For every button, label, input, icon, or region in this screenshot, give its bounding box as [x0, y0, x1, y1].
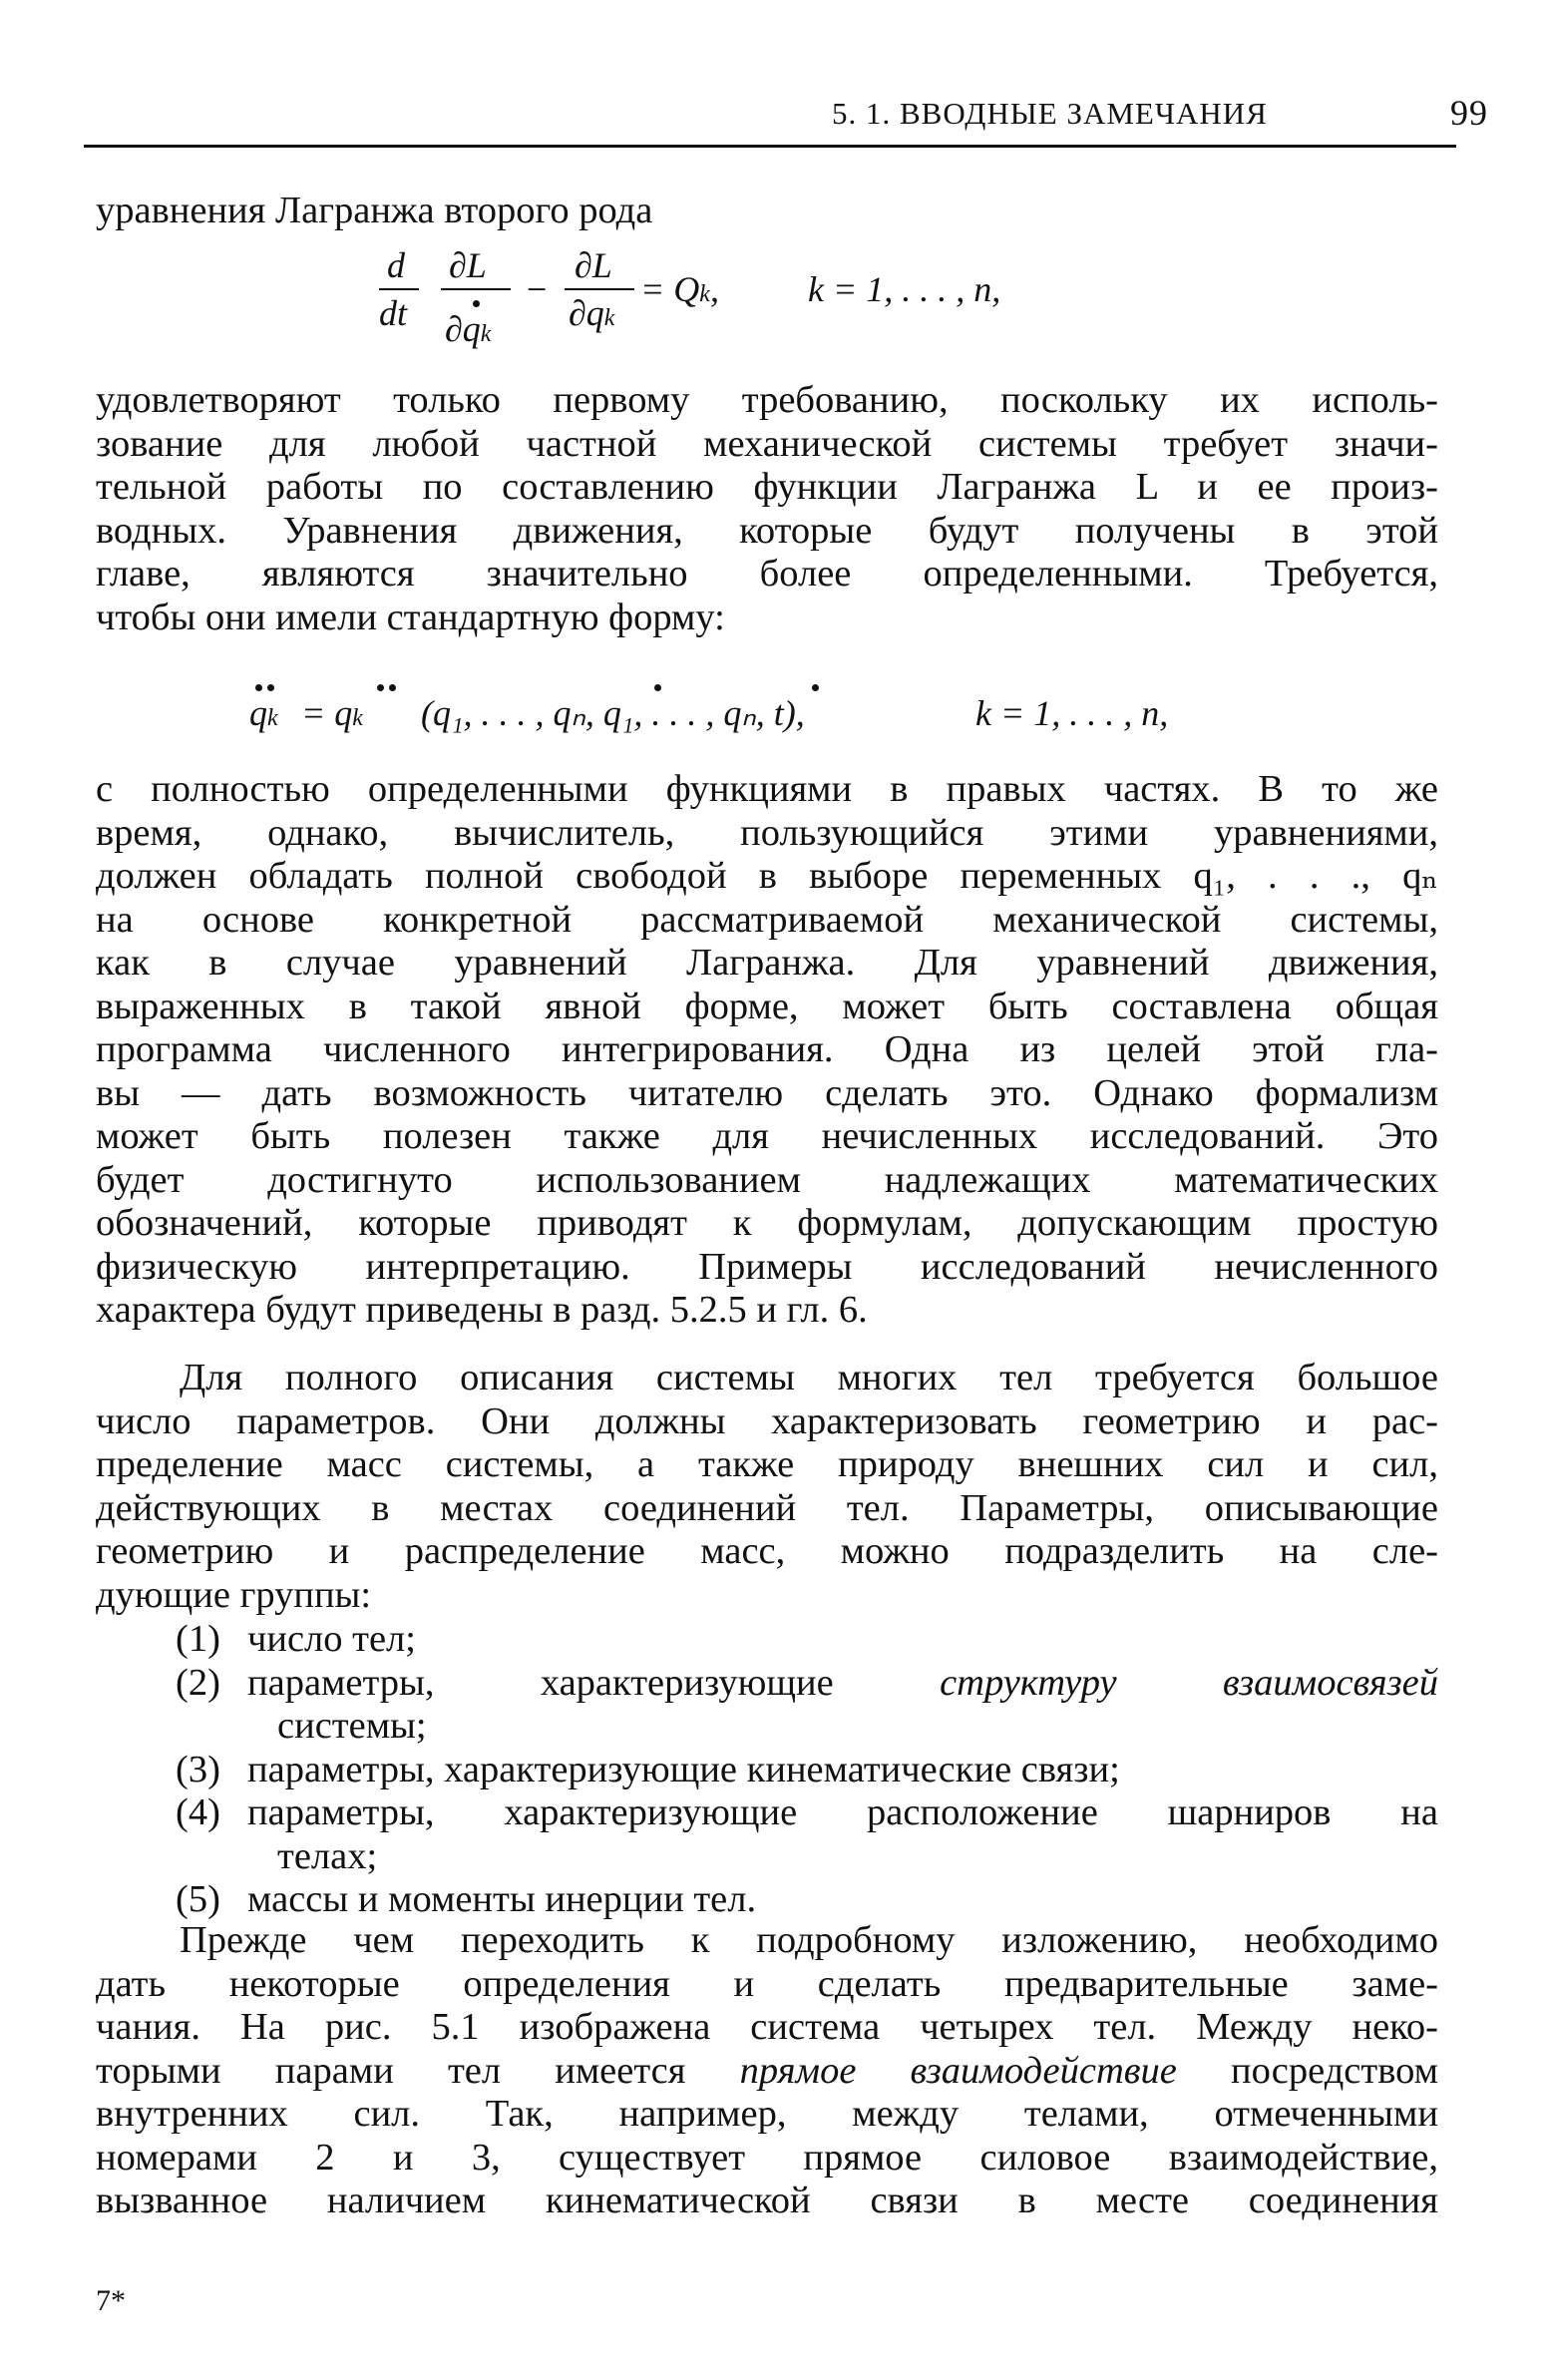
list-text-2-emphasis: структуру взаимосвязей: [940, 1661, 1438, 1704]
p3-line-5: геометрию и распределение масс, можно подразделить на сле-: [96, 1530, 1438, 1572]
header-rule: [84, 145, 1456, 148]
f1-frac-bar-3: [565, 288, 634, 290]
p2-line-4: на основе конкретной рассматриваемой механической системы,: [96, 898, 1438, 941]
p4-line-2: дать некоторые определения и сделать предварительные заме-: [96, 1962, 1438, 2005]
p2-line-6: выраженных в такой явной форме, может быть составлена общая: [96, 985, 1438, 1027]
f2-k-sub-1: k: [267, 705, 278, 731]
p1-line-4: водных. Уравнения движения, которые будут получены в этой: [96, 509, 1438, 552]
f1-k-sub-3: k: [699, 281, 710, 307]
p2-line-3: должен обладать полной свободой в выборе переменных q₁, . . ., qₙ: [96, 855, 1438, 897]
list-text-1: число тел;: [247, 1618, 416, 1660]
p1-line-1: удовлетворяют только первому требованию, поскольку их исполь-: [96, 379, 1438, 421]
page-header: [84, 88, 1488, 140]
f1-frac-bar-2: [441, 288, 511, 290]
p2-line-11: обозначений, которые приводят к формулам, допускающим простую: [96, 1202, 1438, 1244]
f1-dt: dt: [379, 293, 408, 333]
f2-range: k = 1, . . . , n,: [975, 693, 1169, 733]
f1-dqdot: ∂q: [445, 309, 481, 349]
list-num-1: (1): [176, 1618, 220, 1660]
list-text-4a: параметры, характеризующие расположение шарниров на: [247, 1791, 1438, 1833]
list-num-5: (5): [176, 1878, 220, 1920]
p3-line-4: действующих в местах соединений тел. Параметры, описывающие: [96, 1486, 1438, 1529]
p2-line-10: будет достигнуто использованием надлежащих математических: [96, 1158, 1438, 1201]
f2-ddot-2a: [377, 684, 384, 691]
f2-mid: = q: [301, 693, 353, 733]
f1-minus: −: [527, 269, 548, 309]
p4-line-7: вызванное наличием кинематической связи в месте соединения: [96, 2180, 1438, 2221]
f2-ddot-1b: [267, 684, 274, 691]
p3-line-1: Для полного описания системы многих тел требуется большое: [180, 1357, 1438, 1398]
f1-k-sub-1: k: [480, 321, 492, 347]
list-text-5: массы и моменты инерции тел.: [247, 1878, 757, 1920]
paragraph-2: [96, 768, 1438, 1333]
p2-line-9: может быть полезен также для нечисленных исследований. Это: [96, 1115, 1438, 1157]
running-title: 5. 1. ВВОДНЫЕ ЗАМЕЧАНИЯ: [832, 96, 1268, 131]
f1-dq: ∂q: [569, 293, 604, 333]
f1-equals-Q: = Q: [640, 269, 700, 309]
p2-line-13: характера будут приведены в разд. 5.2.5 и гл. 6.: [96, 1289, 868, 1331]
p3-line-2: число параметров. Они должны характеризовать геометрию и рас-: [96, 1399, 1438, 1442]
p2-line-1: с полностью определенными функциями в правых частях. В то же: [96, 768, 1438, 810]
f1-qdot-dot: [473, 300, 480, 307]
list-text-2b: системы;: [277, 1705, 427, 1747]
p2-line-12: физическую интерпретацию. Примеры исследований нечисленного: [96, 1245, 1438, 1288]
f2-dot-qn: [812, 684, 819, 691]
p1-line-2: зование для любой частной механической системы требует значи-: [96, 422, 1438, 465]
list-num-2: (2): [176, 1661, 220, 1704]
p4-line-1: Прежде чем переходить к подробному изложению, необходимо: [180, 1919, 1438, 1961]
paragraph-1: [96, 379, 1438, 639]
f2-ddot-2b: [389, 684, 396, 691]
p4-line-6: номерами 2 и 3, существует прямое силовое взаимодействие,: [96, 2136, 1438, 2179]
p4-line-5: внутренних сил. Так, например, между телами, отмеченными: [96, 2093, 1438, 2135]
page-number: 99: [1450, 93, 1488, 133]
f1-d: d: [387, 245, 405, 285]
intro-line: уравнения Лагранжа второго рода: [96, 190, 653, 231]
f2-dot-q1: [654, 684, 661, 691]
parameter-list: [96, 1618, 1438, 1920]
f2-args: (q₁, . . . , qₙ, q₁, . . . , qₙ, t),: [421, 693, 805, 733]
p1-line-5: главе, являются значительно более определенными. Требуется,: [96, 553, 1438, 595]
p3-line-6: дующие группы:: [96, 1573, 372, 1616]
p3-line-3: пределение масс системы, а также природу внешних сил и сил,: [96, 1443, 1438, 1485]
f2-lhs: q: [249, 693, 267, 733]
list-num-3: (3): [176, 1748, 220, 1790]
list-num-4: (4): [176, 1791, 220, 1833]
list-text-2a: параметры, характеризующие: [247, 1661, 941, 1704]
p4-line-4b: посредством: [1176, 2049, 1439, 2092]
f1-dL: ∂L: [449, 245, 487, 285]
p2-line-7: программа численного интегрирования. Одна из целей этой гла-: [96, 1028, 1438, 1070]
f1-k-sub-2: k: [603, 305, 615, 331]
f1-frac-bar-1: [379, 288, 419, 290]
signature-mark: 7*: [96, 2284, 126, 2317]
p1-line-3: тельной работы по составлению функции Лагранжа L и ее произ-: [96, 466, 1438, 508]
p2-line-5: как в случае уравнений Лагранжа. Для уравнений движения,: [96, 942, 1438, 984]
f1-dL2: ∂L: [575, 245, 612, 285]
p2-line-8: вы — дать возможность читателю сделать это. Однако формализм: [96, 1071, 1438, 1114]
p4-line-4a: торыми парами тел имеется: [96, 2049, 740, 2092]
p4-line-3: чания. На рис. 5.1 изображена система четырех тел. Между неко-: [96, 2006, 1438, 2048]
p2-line-2: время, однако, вычислитель, пользующийся этими уравнениями,: [96, 811, 1438, 854]
list-text-3: параметры, характеризующие кинематические связи;: [247, 1748, 1120, 1790]
f2-k-sub-2: k: [352, 705, 363, 731]
p4-line-4: [96, 2050, 1438, 2094]
standard-form-equation: [249, 678, 1347, 748]
paragraph-3: [96, 1357, 1438, 1617]
f1-range: k = 1, . . . , n,: [808, 269, 1001, 309]
p4-emphasis: прямое взаимодействие: [739, 2049, 1177, 2092]
list-text-4b: телах;: [277, 1834, 378, 1877]
lagrange-equation: d dt ∂L ∂qk − ∂L ∂qk = Qk, k = 1, . . . , n,: [379, 245, 1001, 349]
paragraph-4: [96, 1919, 1438, 2223]
p1-line-6: чтобы они имели стандартную форму:: [96, 595, 725, 638]
f2-ddot-1a: [255, 684, 262, 691]
